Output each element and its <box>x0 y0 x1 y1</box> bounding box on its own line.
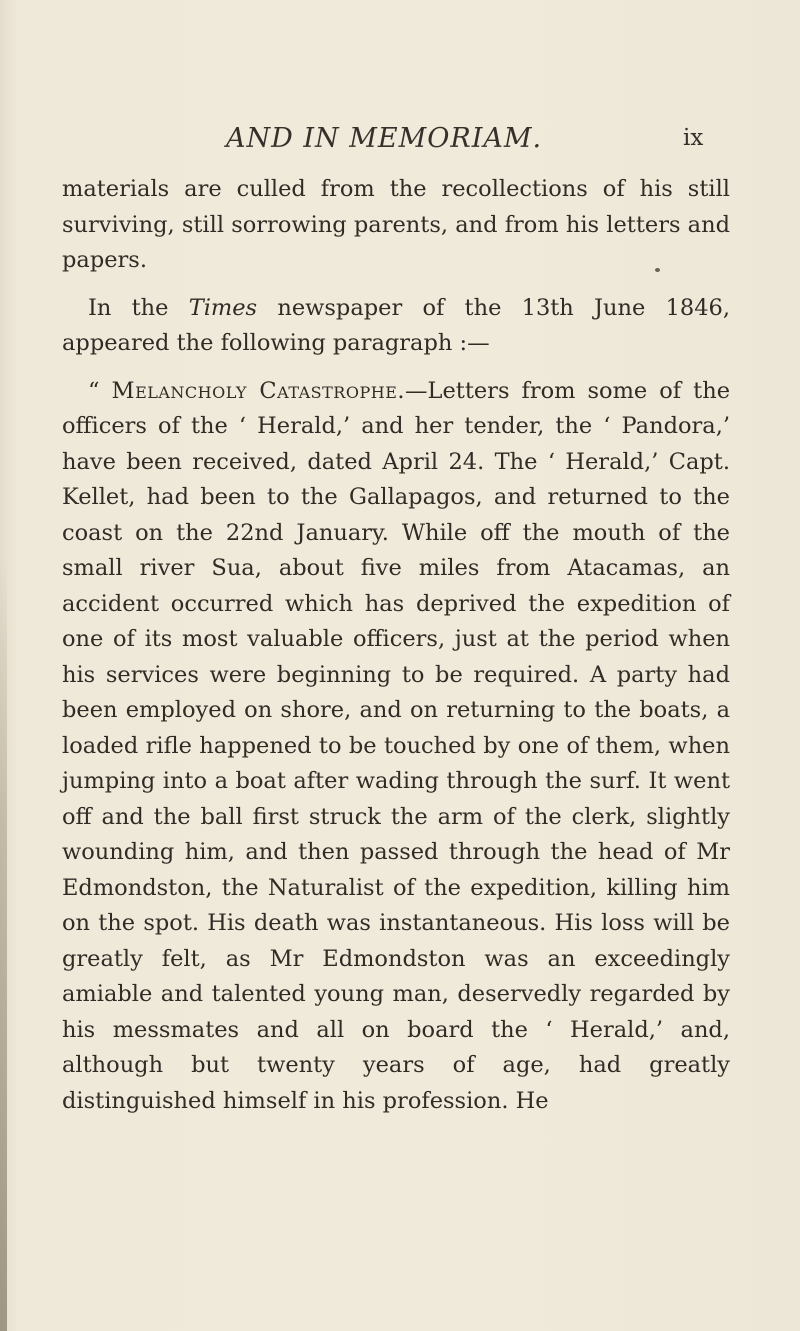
quoted-paragraph <box>62 374 730 1120</box>
page-edge-shadow <box>0 560 7 1331</box>
paragraph-2-lead: In the <box>88 294 189 321</box>
article-heading: Melancholy Catastrophe. <box>111 377 406 404</box>
quoted-paragraph-text: —Letters from some of the officers of the ‘ Herald,’ and her tender, the ‘ Pandora,’ have been received, dated April 24. The ‘ Herald,’ Capt. Kellet, had been to the Gallapagos, and returned to the coast on the 22nd January. While off the mouth of the small river Sua, about five miles from Atacamas, an accident occurred which has deprived the expedition of one of its most valuable officers, just at the period when his services were beginning to be required. A party had been employed on shore, and on returning to the boats, a loaded rifle happened to be touched by one of them, when jumping into a boat after wading through the surf. It went off and the ball first struck the arm of the clerk, slightly wounding him, and then passed through the head of Mr Edmondston, the Naturalist of the expedition, killing him on the spot. His death was instantaneous. His loss will be greatly felt, as Mr Edmondston was an exceedingly amiable and talented young man, deservedly regarded by his messmates and all on board the ‘ Herald,’ and, although but twenty years of age, had greatly distinguished himself in his profession. He <box>62 377 731 1114</box>
paragraph-times <box>62 291 730 362</box>
paragraph-1-text: materials are culled from the recollections of his still surviving, still sorrowing parents, and from his letters and papers. <box>62 176 730 273</box>
page-number: ix <box>683 125 704 151</box>
paragraph-2-text: newspaper of the 13th June 1846, appeared the following paragraph :— <box>62 294 730 356</box>
running-head <box>0 123 800 163</box>
paragraph-continuation <box>62 172 730 279</box>
running-title: AND IN MEMORIAM. <box>226 123 543 154</box>
body-text <box>62 172 730 1119</box>
open-quote: “ <box>88 377 112 404</box>
newspaper-title: Times <box>188 294 258 321</box>
